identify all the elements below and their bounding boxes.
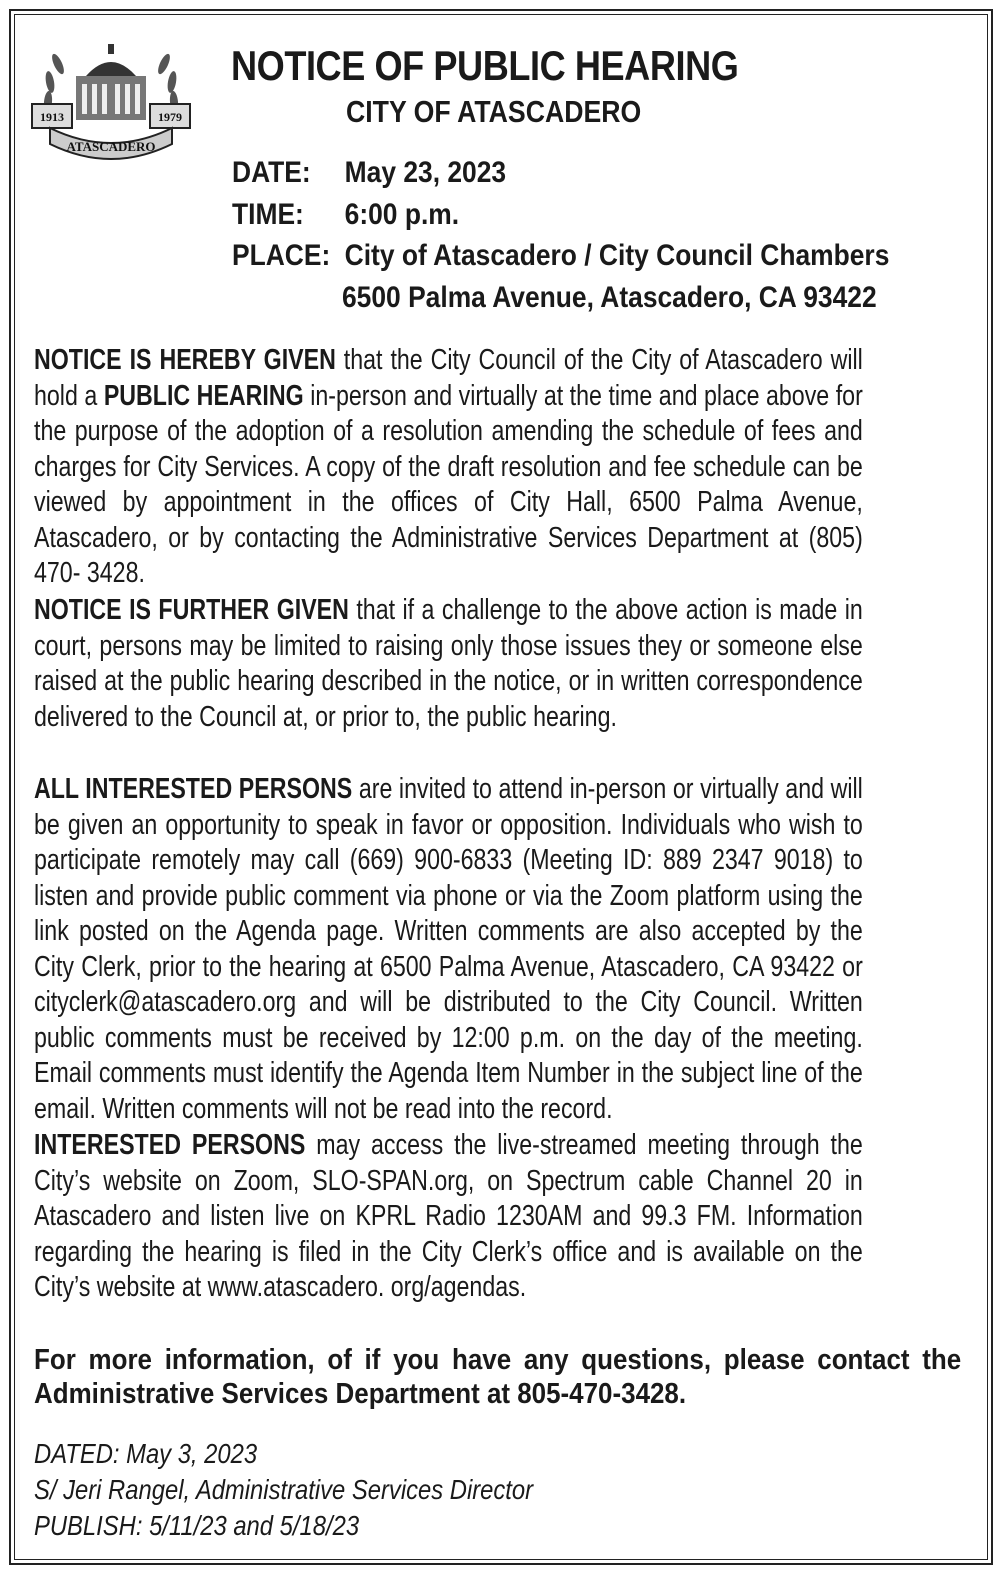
notice-title: NOTICE OF PUBLIC HEARING — [231, 42, 739, 89]
place-line-2: 6500 Palma Avenue, Atascadero, CA 93422 — [342, 281, 877, 314]
access-lead: INTERESTED PERSONS — [34, 1129, 306, 1161]
time-value: 6:00 p.m. — [344, 198, 460, 231]
access-text: may access the live-streamed meeting through the City’s website on Zoom, SLO-SPAN.org, on Spectrum cable Channel 20 in Atascadero and listen live on KPRL Radio 1230AM and 99.3 FM. Information regarding the hearing is filed in the City Clerk’s office and is available on the City’s website at www.atascadero. org/agendas. — [34, 1129, 863, 1303]
participation-paragraph — [34, 772, 863, 1127]
time-row — [232, 198, 459, 232]
hearing-text-b: in-person and virtually at the time and place above for the purpose of the adoption of a resolution amending the schedule of fees and charges for City Services. A copy of the draft resolution and fee schedule can be viewed by appointment in the offices of City Hall, 6500 Palma Avenue, Atascadero, or by contacting the Administrative Services Department at (805) 470- 3428. — [34, 379, 863, 589]
dated-line: DATED: May 3, 2023 — [34, 1438, 258, 1469]
place-row — [232, 239, 889, 273]
date-label: DATE: — [232, 156, 311, 189]
date-value: May 23, 2023 — [344, 156, 507, 189]
seal-year-right: 1979 — [158, 110, 182, 124]
contact-info: For more information, of if you have any questions, please contact the Administrative Services Department at 805-470-3428. — [34, 1344, 962, 1410]
hearing-paragraph — [34, 343, 863, 592]
public-hearing-bold: PUBLIC HEARING — [103, 379, 304, 412]
place-line-1: City of Atascadero / City Council Chambers — [344, 239, 890, 272]
publish-line: PUBLISH: 5/11/23 and 5/18/23 — [34, 1510, 360, 1541]
place-label: PLACE: — [232, 239, 331, 272]
participation-text: are invited to attend in-person or virtually and will be given an opportunity to speak in favor or opposition. Individuals who wish to participate remotely may call (669) 900-6833 (Meeting ID: 889 2347 9018) to listen and provide public comment via phone or via the Zoom platform using the link posted on the Agenda page. Written comments are also accepted by the City Clerk, prior to the hearing at 6500 Palma Avenue, Atascadero, CA 93422 or cityclerk@atascadero.org and will be distributed to the City Council. Written public comments must be received by 12:00 p.m. on the day of the meeting. Email comments must identify the Agenda Item Number in the subject line of the email. Written comments will not be read into the record. — [34, 773, 863, 1125]
access-paragraph — [34, 1128, 863, 1306]
seal-year-left: 1913 — [40, 110, 64, 124]
city-seal-logo — [28, 34, 194, 174]
seal-name: ATASCADERO — [66, 139, 156, 154]
hearing-lead: NOTICE IS HEREBY GIVEN — [34, 344, 336, 376]
signed-line: S/ Jeri Rangel, Administrative Services Director — [34, 1474, 534, 1505]
challenge-lead: NOTICE IS FURTHER GIVEN — [34, 594, 349, 626]
time-label: TIME: — [232, 198, 304, 231]
participation-lead: ALL INTERESTED PERSONS — [34, 773, 353, 805]
date-row — [232, 156, 506, 190]
hearing-text-a: that the City Council of the City of Atascadero will hold a — [34, 344, 863, 412]
notice-subtitle: CITY OF ATASCADERO — [346, 94, 642, 129]
signature-block — [34, 1436, 533, 1544]
challenge-paragraph — [34, 593, 863, 735]
challenge-text: that if a challenge to the above action is made in court, persons may be limited to raising only those issues they or someone else raised at the public hearing described in the notice, or in written correspondence delivered to the Council at, or prior to, the public hearing. — [34, 594, 863, 733]
